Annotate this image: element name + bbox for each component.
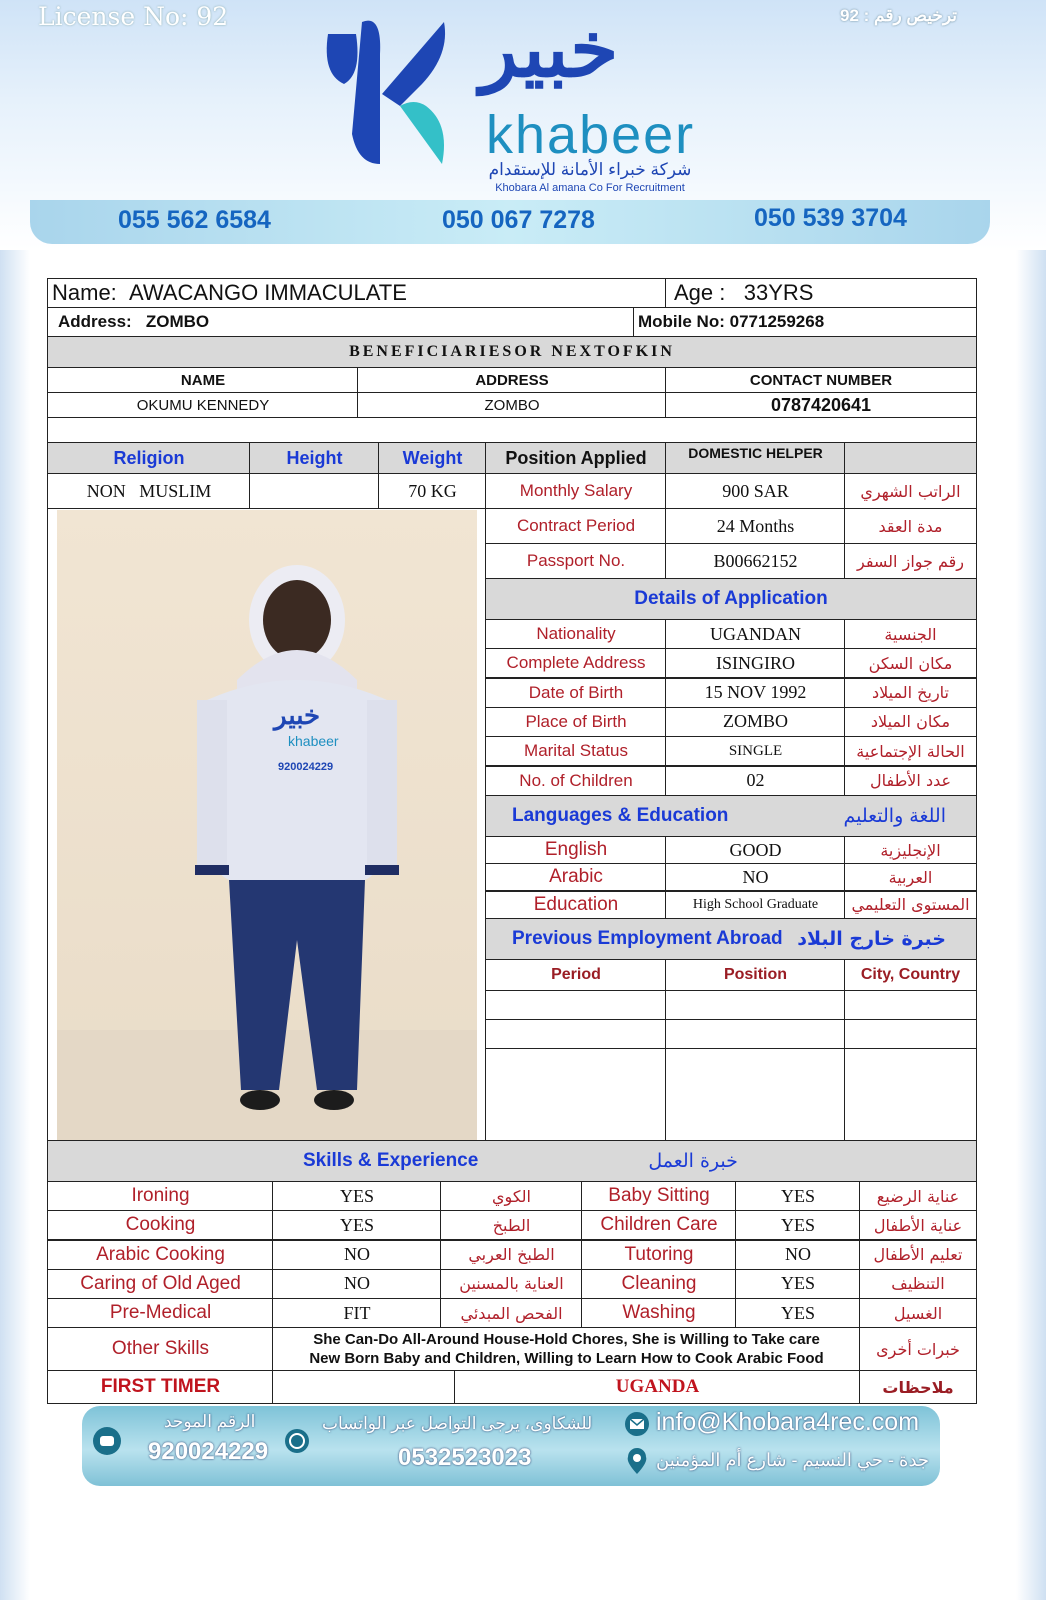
detail-value: ISINGIRO: [665, 648, 846, 678]
next-of-kin-title: BENEFICIARIESOR NEXTOFKIN: [47, 336, 977, 368]
passport-label: Passport No.: [485, 543, 667, 579]
languages-title-ar: اللغة والتعليم: [843, 805, 946, 827]
detail-label: Place of Birth: [485, 707, 667, 737]
skill-label-ar: تعليم الأطفال: [859, 1240, 977, 1270]
first-timer-label: FIRST TIMER: [47, 1370, 274, 1404]
remarks-country: UGANDA: [454, 1370, 861, 1404]
skill-label-ar: التنظيف: [859, 1269, 977, 1299]
kin-header-name: NAME: [47, 367, 359, 393]
skill-value: YES: [272, 1181, 442, 1211]
contract-period-label: Contract Period: [485, 508, 667, 544]
passport-label-ar: رقم جواز السفر: [844, 543, 977, 579]
whatsapp-label: للشكاوى، يرجى التواصل عبر الواتساب: [322, 1414, 593, 1433]
skill-label: Children Care: [581, 1210, 737, 1240]
passport-value: B00662152: [665, 543, 846, 579]
skill-label-ar: الغسيل: [859, 1298, 977, 1328]
skill-label: Pre-Medical: [47, 1298, 274, 1328]
language-label: Education: [485, 891, 667, 919]
employment-cell: [844, 1048, 977, 1141]
skill-label-ar: عناية الرضيع: [859, 1181, 977, 1211]
candidate-address: ZOMBO: [145, 312, 210, 331]
whatsapp-icon: [284, 1428, 310, 1454]
position-applied-header: Position Applied: [485, 442, 667, 474]
mobile-field: [633, 307, 977, 337]
detail-label-ar: مكان الميلاد: [844, 707, 977, 737]
employment-title: Previous Employment Abroad: [512, 928, 783, 949]
skill-label: Baby Sitting: [581, 1181, 737, 1211]
contract-period-label-ar: مدة العقد: [844, 508, 977, 544]
skill-label: Cooking: [47, 1210, 274, 1240]
other-skills-line-2: New Born Baby and Children, Willing to Learn How to Cook Arabic Food: [309, 1350, 824, 1367]
license-number-en: License No: 92: [38, 2, 229, 31]
employment-title-ar: خبرة خارج البلاد: [797, 928, 946, 950]
candidate-photo: [57, 510, 477, 1140]
language-value: GOOD: [665, 836, 846, 864]
employment-cell: [665, 990, 846, 1020]
skill-value: YES: [735, 1210, 861, 1240]
skill-label-ar: الطبخ العربي: [440, 1240, 583, 1270]
logo-english-text: khabeer: [486, 105, 696, 165]
employment-cell: [665, 1019, 846, 1049]
language-label: Arabic: [485, 863, 667, 891]
detail-value: UGANDAN: [665, 619, 846, 649]
detail-label-ar: تاريخ الميلاد: [844, 678, 977, 708]
whatsapp-number: 0532523023: [398, 1444, 532, 1471]
candidate-age: 33YRS: [743, 280, 814, 305]
employment-cell: [485, 990, 667, 1020]
detail-label: Complete Address: [485, 648, 667, 678]
khabeer-logo-icon: [322, 14, 452, 174]
employment-title-bar: [485, 918, 977, 960]
languages-title: Languages & Education: [512, 805, 729, 826]
header-phone-1: 055 562 6584: [118, 206, 271, 234]
skill-label-ar: العناية بالمسنين: [440, 1269, 583, 1299]
detail-value: 02: [665, 766, 846, 796]
skills-title-bar: [47, 1140, 977, 1182]
skill-label: Cleaning: [581, 1269, 737, 1299]
email-icon: [624, 1411, 650, 1437]
languages-title-bar: [485, 795, 977, 837]
skill-label-ar: الفحص المبدئي: [440, 1298, 583, 1328]
kin-contact: 0787420641: [665, 392, 977, 418]
age-field: [665, 278, 977, 308]
language-label-ar: الإنجليزية: [844, 836, 977, 864]
uniform-phone: 920024229: [278, 761, 334, 773]
height-value: [249, 473, 380, 509]
footer-address: جدة - حي النسيم - شارع أم المؤمنين: [656, 1450, 930, 1470]
detail-label: No. of Children: [485, 766, 667, 796]
skill-value: NO: [272, 1269, 442, 1299]
logo-arabic-text: خبير: [480, 5, 619, 93]
email-address: info@Khobara4rec.com: [656, 1408, 920, 1436]
employment-cell: [485, 1048, 667, 1141]
mobile-label: Mobile No:: [638, 312, 725, 331]
detail-label-ar: عدد الأطفال: [844, 766, 977, 796]
height-header: Height: [249, 442, 380, 474]
other-skills-label: Other Skills: [47, 1327, 274, 1371]
kin-name: OKUMU KENNEDY: [47, 392, 359, 418]
name-field: [47, 278, 667, 308]
other-skills-line-1: She Can-Do All-Around House-Hold Chores, She is Willing to Take care: [313, 1331, 820, 1348]
weight-value: 70 KG: [378, 473, 487, 509]
skill-value: NO: [272, 1240, 442, 1270]
position-applied-value: DOMESTIC HELPER: [665, 442, 846, 474]
name-label: Name:: [52, 280, 117, 305]
detail-label-ar: الجنسية: [844, 619, 977, 649]
header-phone-3: 050 539 3704: [754, 204, 907, 232]
detail-label: Date of Birth: [485, 678, 667, 708]
unified-number: 920024229: [148, 1438, 269, 1465]
skill-label: Arabic Cooking: [47, 1240, 274, 1270]
uniform-logo-english: khabeer: [288, 733, 339, 749]
age-label: Age :: [674, 280, 726, 305]
skill-value: FIT: [272, 1298, 442, 1328]
company-name-ar: شركة خبراء الأمانة للإستقدام: [488, 160, 692, 179]
skill-value: YES: [735, 1298, 861, 1328]
employment-position-header: Position: [665, 959, 846, 991]
skill-label-ar: عناية الأطفال: [859, 1210, 977, 1240]
empty-row: [47, 417, 977, 443]
language-label-ar: المستوى التعليمي: [844, 891, 977, 919]
detail-value: 15 NOV 1992: [665, 678, 846, 708]
skill-label: Washing: [581, 1298, 737, 1328]
language-value: High School Graduate: [665, 891, 846, 919]
location-pin-icon: [624, 1448, 650, 1476]
other-skills-label-ar: خبرات أخرى: [859, 1327, 977, 1371]
skills-title-ar: خبرة العمل: [648, 1150, 738, 1172]
employment-cell: [844, 990, 977, 1020]
other-skills-text: [272, 1327, 861, 1371]
unified-number-label: الرقم الموحد: [164, 1412, 256, 1431]
skill-value: YES: [735, 1181, 861, 1211]
skills-title: Skills & Experience: [303, 1150, 479, 1171]
company-name-en: Khobara Al amana Co For Recruitment: [495, 182, 685, 194]
address-field: [47, 307, 635, 337]
header-phone-2: 050 067 7278: [442, 206, 595, 234]
detail-value: ZOMBO: [665, 707, 846, 737]
remarks-blank: [272, 1370, 456, 1404]
skill-label-ar: الطبخ: [440, 1210, 583, 1240]
skill-label-ar: الكوي: [440, 1181, 583, 1211]
skill-value: YES: [735, 1269, 861, 1299]
detail-label: Nationality: [485, 619, 667, 649]
license-number-ar: ترخيص رقم : 92: [840, 6, 957, 25]
detail-label-ar: الحالة الإجتماعية: [844, 736, 977, 766]
detail-label-ar: مكان السكن: [844, 648, 977, 678]
skill-label: Caring of Old Aged: [47, 1269, 274, 1299]
weight-header: Weight: [378, 442, 487, 474]
skill-value: NO: [735, 1240, 861, 1270]
language-value: NO: [665, 863, 846, 891]
contract-period-value: 24 Months: [665, 508, 846, 544]
language-label-ar: العربية: [844, 863, 977, 891]
remarks-label-ar: ملاحظات: [859, 1370, 977, 1404]
position-blank: [844, 442, 977, 474]
kin-header-address: ADDRESS: [357, 367, 667, 393]
uniform-logo-arabic: خبير: [274, 700, 321, 730]
language-label: English: [485, 836, 667, 864]
religion-value: NON MUSLIM: [47, 473, 251, 509]
employment-cell: [844, 1019, 977, 1049]
skill-value: YES: [272, 1210, 442, 1240]
salary-label-ar: الراتب الشهري: [844, 473, 977, 509]
detail-label: Marital Status: [485, 736, 667, 766]
skill-label: Tutoring: [581, 1240, 737, 1270]
phone-icon: [92, 1426, 122, 1456]
address-label: Address:: [58, 312, 132, 331]
employment-period-header: Period: [485, 959, 667, 991]
details-title: Details of Application: [485, 578, 977, 620]
detail-value: SINGLE: [665, 736, 846, 766]
employment-cell: [665, 1048, 846, 1141]
salary-label: Monthly Salary: [485, 473, 667, 509]
employment-city-header: City, Country: [844, 959, 977, 991]
candidate-mobile: 0771259268: [729, 312, 825, 331]
employment-cell: [485, 1019, 667, 1049]
religion-header: Religion: [47, 442, 251, 474]
kin-address: ZOMBO: [357, 392, 667, 418]
salary-value: 900 SAR: [665, 473, 846, 509]
candidate-name: AWACANGO IMMACULATE: [129, 280, 407, 305]
kin-header-contact: CONTACT NUMBER: [665, 367, 977, 393]
skill-label: Ironing: [47, 1181, 274, 1211]
